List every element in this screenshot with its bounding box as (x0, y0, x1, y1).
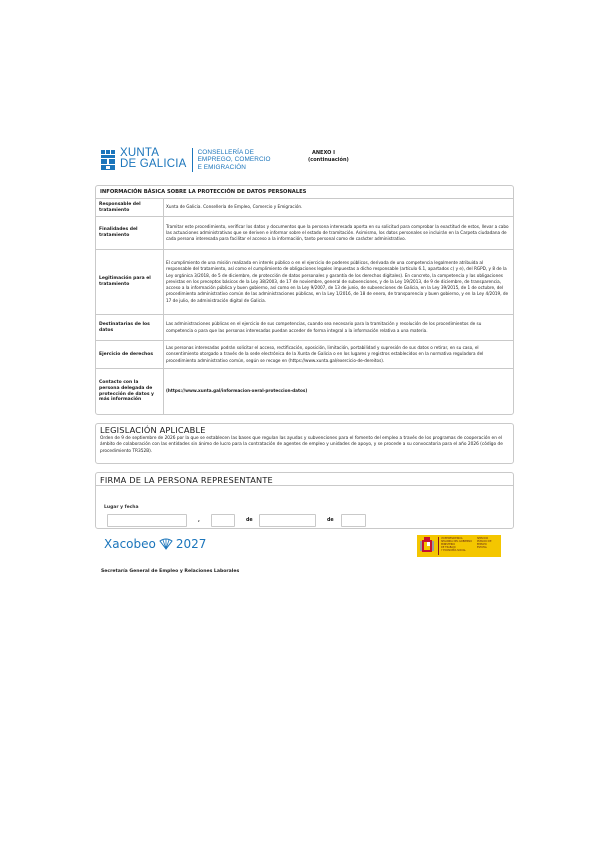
secretaria-footer: Secretaría General de Empleo y Relaciones Laborales (101, 569, 240, 574)
government-of-spain-logo (417, 535, 501, 557)
xacobeo-year: 2027 (175, 537, 207, 551)
gov-line: PÚBLICO DE EMPLEO (477, 540, 492, 546)
table-row (96, 341, 513, 369)
gov-line: DE TRABAJO (441, 546, 456, 549)
de-separator-2: de (327, 518, 334, 523)
logo-name-line1: XUNTA (120, 147, 160, 159)
data-protection-title: INFORMACIÓN BÁSICA SOBRE LA PROTECCIÓN DE DATOS PERSONALES (96, 186, 513, 199)
row-value: El cumplimiento de una misión realizada en interés público o en el ejercicio de poderes públicos, derivada de una competencia legalmente atribuida al responsable del tratamiento, así como el cumplimiento de obligaciones legales impuestas a dicho responsable (artículo 6.1, apartados c) y e), del RGPD, y 8 de la Ley orgánica 3/2018, de 5 de diciembre, de protección de datos personales y garantía de los derechos digitales). En concreto, la competencia y las obligaciones previstas en los preceptos básicos de la Ley 38/2003, de 17 de noviembre, general de subvenciones, y de la Ley 19/2013, de 9 de diciembre, de transparencia, acceso a la información pública y buen gobierno, así como en la Ley 9/2007, de 13 de junio, de subvenciones de Galicia, en la Ley 39/2015, de 1 de octubre, del procedimiento administrativo común de las administraciones públicas, en la Ley 1/2016, de 18 de enero, de transparencia y buen gobierno, y en la Ley 4/2019, de 17 de julio, de administración digital de Galicia. (166, 260, 509, 303)
gov-line: ESTATAL (477, 546, 487, 549)
department-name (198, 149, 271, 171)
row-label: Ejercicio de derechos (96, 341, 164, 368)
department-line3: E EMIGRACIÓN (197, 163, 246, 171)
gov-sepe-text (477, 537, 501, 549)
gov-divider (438, 537, 439, 555)
xunta-logo (100, 148, 271, 172)
row-label: Legitimación para el tratamiento (96, 250, 164, 314)
month-field[interactable] (259, 514, 316, 527)
logo-divider (192, 148, 193, 172)
row-value: Las personas interesadas podrán solicitar el acceso, rectificación, oposición, limitación, portabilidad y supresión de sus datos o retirar, en su caso, el consentimiento otorgado a través de la sede electrónica de la Xunta de Galicia o en los lugares y registros establecidos en la normativa reguladora del procedimiento administrativo común, según se recoge en (https://www.xunta.gal/exercicio-de-dereitos). (166, 345, 484, 363)
gov-line: SERVICIO (477, 537, 489, 540)
xunta-wordmark (120, 148, 187, 170)
signature-title: FIRMA DE LA PERSONA REPRESENTANTE (96, 473, 513, 486)
row-label: Responsable del tratamiento (96, 199, 164, 216)
row-label: Finalidades del tratamiento (96, 217, 164, 249)
gov-line: VICEPRESIDENCIA (441, 537, 463, 540)
annex-heading (308, 150, 392, 164)
gov-line: MINISTERIO (441, 543, 455, 546)
department-line1: CONSELLERÍA DE (197, 149, 255, 156)
gov-line: SEGUNDA DEL GOBIERNO (441, 540, 472, 543)
department-line2: EMPREGO, COMERCIO (197, 156, 271, 164)
year-field[interactable] (341, 514, 366, 527)
table-row (96, 199, 513, 217)
gov-ministry-text (441, 537, 477, 552)
row-value: Tramitar este procedimiento, verificar los datos y documentos que la persona interesada aporta en su solicitud para comprobar la exactitud de estos, llevar a cabo las actuaciones administrativas que se deriven e informar sobre el estado de tramitación. Asimismo, los datos personales se incluirán en la Carpeta ciudadana de cada persona interesada para facilitar el acceso a la información, tanto personal como de carácter administrativo. (166, 223, 509, 242)
row-value: Xunta de Galicia. Consellería de Empleo, Comercio y Emigración. (166, 204, 303, 210)
data-protection-table (95, 185, 514, 415)
row-value: (https://www.xunta.gal/informacion-xeral-proteccion-datos) (166, 388, 308, 394)
place-date-label: Lugar y fecha (104, 505, 139, 510)
table-row (96, 217, 513, 250)
day-field[interactable] (211, 514, 235, 527)
annex-title: ANEXO I (312, 150, 335, 156)
logo-name-line2: DE GALICIA (120, 158, 187, 170)
table-row (96, 315, 513, 341)
row-label: Destinatarias de los datos (96, 315, 164, 340)
comma-separator: , (198, 518, 200, 523)
xacobeo-name: Xacobeo (104, 537, 156, 551)
legislation-title: LEGISLACIÓN APLICABLE (100, 425, 206, 435)
xacobeo-logo (104, 537, 206, 551)
signature-section (95, 472, 514, 529)
document-header (100, 148, 520, 178)
row-value: Las administraciones públicas en el ejercicio de sus competencias, cuando sea necesario para la tramitación y resolución de los procedimientos de su competencia o para que las personas interesadas puedan acceder de forma integral a la información relativa a una materia. (166, 321, 482, 333)
table-row (96, 369, 513, 414)
de-separator-1: de (246, 518, 253, 523)
scallop-shell-icon (159, 538, 173, 550)
coat-of-arms-icon (419, 537, 435, 555)
annex-subtitle: (continuación) (308, 157, 349, 163)
legislation-section (95, 423, 514, 464)
row-label: Contacto con la persona delegada de protección de datos y más información (96, 369, 164, 414)
legislation-text: Orden de 9 de septiembre de 2026 por la que se establecen las bases que regulan las ayudas y subvenciones para el fomento del empleo a través de los programas de cooperación en el ámbito de colaboración con las entidades sin ánimo de lucro para la contratación de agentes de empleo y unidades de apoyo, y se procede a su convocatoria para el año 2026 (código de procedimiento TR352B). (100, 436, 503, 454)
table-row (96, 250, 513, 315)
xunta-emblem-icon (100, 149, 116, 171)
place-field[interactable] (107, 514, 187, 527)
gov-line: Y ECONOMÍA SOCIAL (441, 549, 466, 552)
